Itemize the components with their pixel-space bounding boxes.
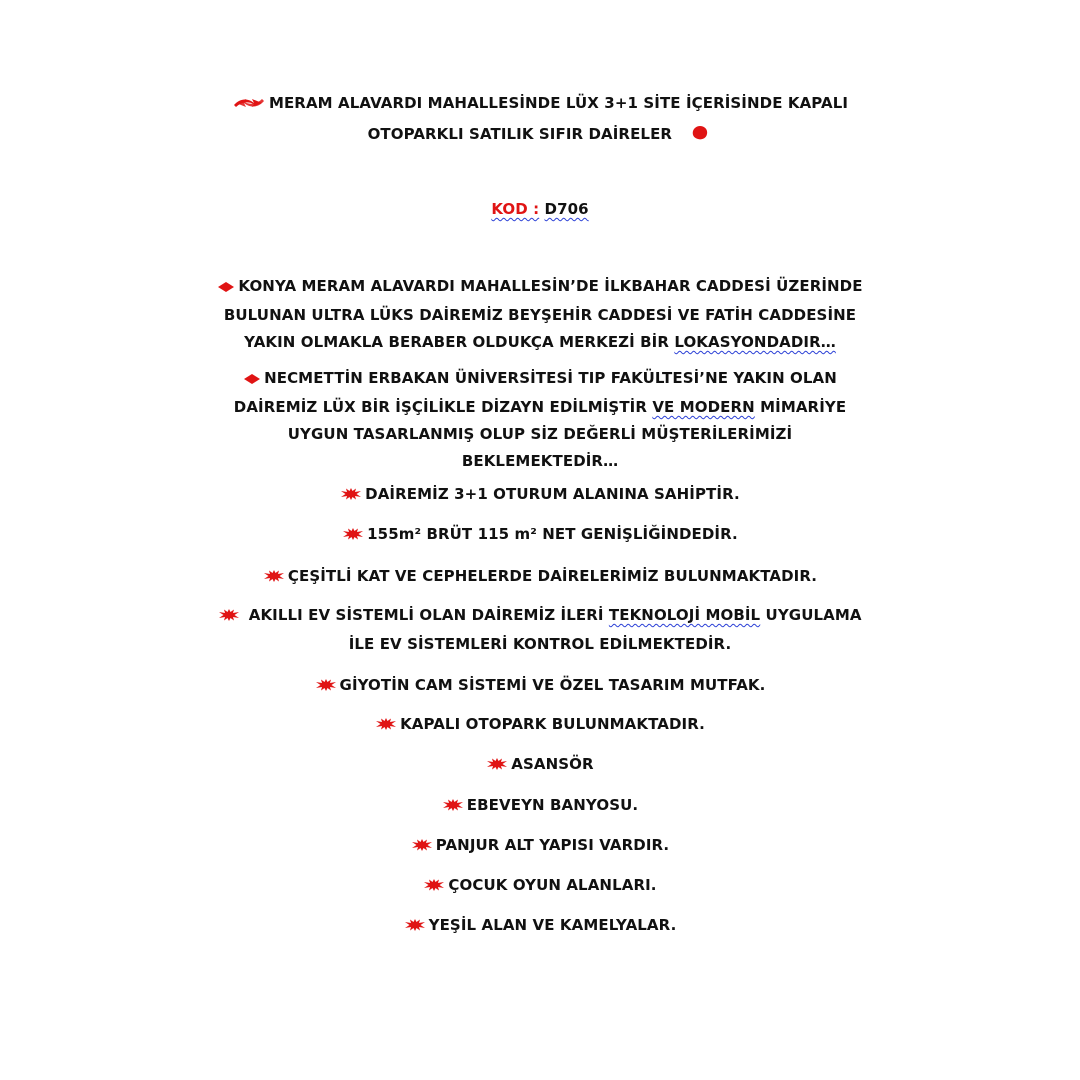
intro-paragraph-1 — [0, 273, 1080, 356]
intro1-line-3b: LOKASYONDADIR… — [674, 333, 836, 351]
feature-item — [0, 602, 1080, 658]
red-splat-icon — [404, 914, 426, 941]
red-splat-icon — [442, 794, 464, 821]
feature-item — [0, 711, 1080, 740]
intro1-line-3a: YAKIN OLMAKLA BERABER OLDUKÇA MERKEZİ BİR — [244, 333, 675, 351]
intro2-line-4: BEKLEMEKTEDİR… — [461, 452, 619, 470]
feature-text: KAPALI OTOPARK BULUNMAKTADIR. — [400, 715, 705, 733]
feature-item — [0, 832, 1080, 861]
feature-text: 155m² BRÜT 115 m² NET GENİŞLİĞİNDEDİR. — [367, 525, 738, 543]
red-splat-icon — [218, 604, 240, 631]
feature-item — [0, 912, 1080, 941]
feature-text: ASANSÖR — [511, 755, 594, 773]
feature-text: DAİREMİZ 3+1 OTURUM ALANINA SAHİPTİR. — [365, 485, 740, 503]
red-blob-icon — [691, 122, 709, 151]
feature-item — [0, 563, 1080, 592]
code-value: D706 — [544, 200, 589, 218]
feature-item — [0, 481, 1080, 510]
intro1-line-1: KONYA MERAM ALAVARDI MAHALLESİN’DE İLKBAHAR CADDESİ ÜZERİNDE — [238, 277, 863, 295]
feature-text: ÇEŞİTLİ KAT VE CEPHELERDE DAİRELERİMİZ BULUNMAKTADIR. — [287, 567, 818, 585]
feature-text: AKILLI EV SİSTEMLİ OLAN DAİREMİZ İLERİ — [243, 606, 609, 624]
intro2-line-3: UYGUN TASARLANMIŞ OLUP SİZ DEĞERLİ MÜŞTERİLERİMİZİ — [287, 425, 793, 443]
feature-item — [0, 751, 1080, 780]
red-splat-icon — [375, 713, 397, 740]
feature-text: UYGULAMA — [760, 606, 862, 624]
red-arrows-icon — [232, 91, 266, 120]
red-splat-icon — [263, 565, 285, 592]
title-line-1: MERAM ALAVARDI MAHALLESİNDE LÜX 3+1 SİTE İÇERİSİNDE KAPALI — [268, 94, 849, 112]
feature-text-line-2: İLE EV SİSTEMLERİ KONTROL EDİLMEKTEDİR. — [348, 635, 732, 653]
intro2-line-1: NECMETTİN ERBAKAN ÜNİVERSİTESİ TIP FAKÜLTESİ’NE YAKIN OLAN — [264, 369, 837, 387]
feature-text: ÇOCUK OYUN ALANLARI. — [448, 876, 657, 894]
red-splat-icon — [315, 674, 337, 701]
feature-item — [0, 672, 1080, 701]
red-splat-icon — [486, 753, 508, 780]
red-splat-icon — [423, 874, 445, 901]
red-diamond-icon — [243, 367, 261, 394]
intro2-line-2a: DAİREMİZ LÜX BİR İŞÇİLİKLE DİZAYN EDİLMİŞTİR — [233, 398, 653, 416]
intro2-line-2b: VE MODERN — [652, 398, 755, 416]
feature-text: GİYOTİN CAM SİSTEMİ VE ÖZEL TASARIM MUTFAK. — [339, 676, 766, 694]
feature-item — [0, 792, 1080, 821]
listing-title — [0, 89, 1080, 151]
code-label: KOD : — [491, 200, 540, 218]
intro2-line-2c: MİMARİYE — [754, 398, 847, 416]
feature-text: PANJUR ALT YAPISI VARDIR. — [435, 836, 670, 854]
feature-text: EBEVEYN BANYOSU. — [466, 796, 639, 814]
feature-item — [0, 521, 1080, 550]
red-splat-icon — [411, 834, 433, 861]
listing-code — [0, 196, 1080, 223]
red-splat-icon — [340, 483, 362, 510]
feature-item — [0, 872, 1080, 901]
intro1-line-2: BULUNAN ULTRA LÜKS DAİREMİZ BEYŞEHİR CADDESİ VE FATİH CADDESİNE — [223, 306, 857, 324]
red-splat-icon — [342, 523, 364, 550]
intro-paragraph-2 — [0, 365, 1080, 475]
feature-text-flagged: TEKNOLOJİ MOBİL — [608, 606, 761, 624]
title-line-2: OTOPARKLI SATILIK SIFIR DAİRELER — [367, 125, 673, 143]
feature-text: YEŞİL ALAN VE KAMELYALAR. — [428, 916, 677, 934]
red-diamond-icon — [217, 275, 235, 302]
